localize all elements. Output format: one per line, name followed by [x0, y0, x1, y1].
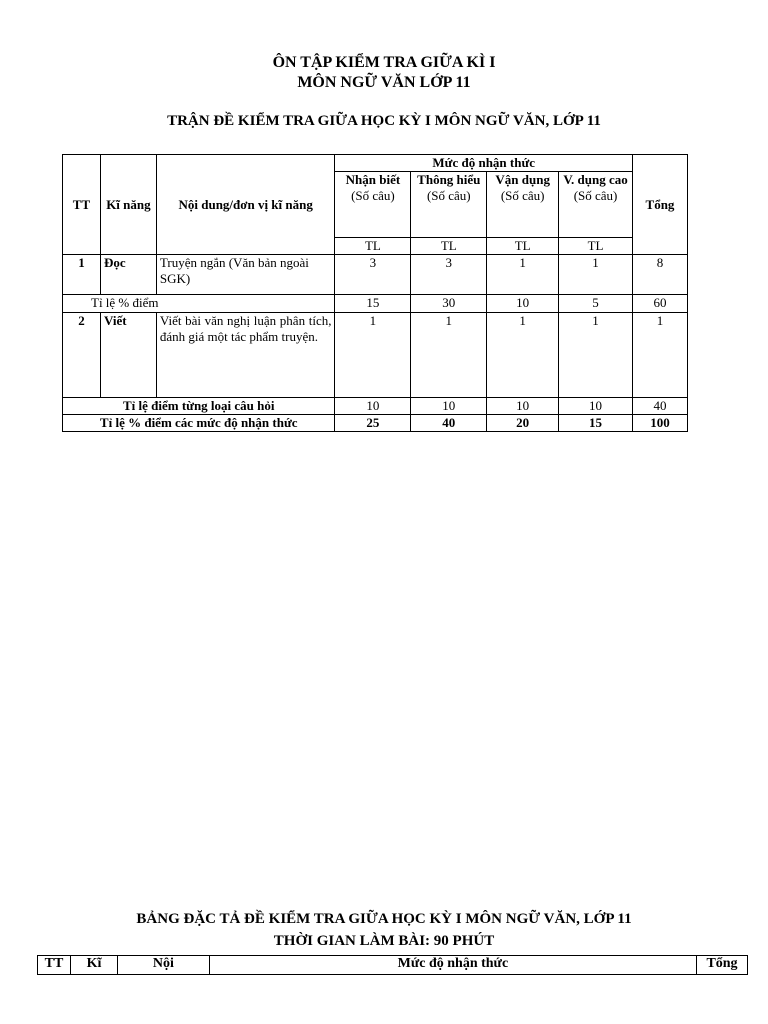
value-cell: 1	[559, 313, 633, 398]
total-cell: 40	[632, 398, 687, 415]
value-cell: 30	[411, 295, 487, 313]
table-row	[63, 295, 688, 313]
type-cell: TL	[411, 238, 487, 255]
level-name: Thông hiểu	[417, 172, 481, 187]
row-tt: 2	[63, 313, 101, 398]
level-sub: (Số câu)	[573, 188, 618, 203]
value-cell: 10	[335, 398, 411, 415]
header-total: Tổng	[632, 155, 687, 255]
value-cell: 10	[411, 398, 487, 415]
header-cognitive-level: Mức độ nhận thức	[335, 155, 633, 172]
header-tt: TT	[63, 155, 101, 255]
row-label: Tỉ lệ % điểm	[63, 295, 335, 313]
doc-title-line1: ÔN TẬP KIỂM TRA GIỮA KÌ I	[272, 54, 496, 71]
level-high-application	[559, 172, 633, 238]
value-cell: 20	[487, 415, 559, 432]
table-row	[63, 313, 688, 398]
spec-header-tt: TT	[38, 956, 71, 975]
level-name: Nhận biết	[345, 172, 401, 187]
level-name: Vận dụng	[495, 172, 550, 187]
level-sub: (Số câu)	[500, 188, 545, 203]
row-label: Tỉ lệ % điểm các mức độ nhận thức	[63, 415, 335, 432]
level-comprehension	[411, 172, 487, 238]
matrix-title: TRẬN ĐỀ KIỂM TRA GIỮA HỌC KỲ I MÔN NGỮ VĂN, LỚP 11	[167, 113, 601, 129]
value-cell: 1	[411, 313, 487, 398]
type-cell: TL	[335, 238, 411, 255]
row-label: Tỉ lệ điểm từng loại câu hỏi	[63, 398, 335, 415]
value-cell: 3	[335, 255, 411, 295]
row-content: Truyện ngắn (Văn bản ngoài SGK)	[156, 255, 335, 295]
spec-header-content: Nội	[117, 956, 209, 975]
value-cell: 10	[487, 398, 559, 415]
table-row	[63, 255, 688, 295]
value-cell: 10	[487, 295, 559, 313]
total-cell: 100	[632, 415, 687, 432]
exam-matrix-table	[62, 154, 688, 432]
row-content: Viết bài văn nghị luận phân tích, đánh giá một tác phẩm truyện.	[156, 313, 335, 398]
value-cell: 1	[487, 313, 559, 398]
spec-header-skill: Kĩ	[70, 956, 117, 975]
row-skill: Viết	[100, 313, 156, 398]
value-cell: 15	[335, 295, 411, 313]
spec-table	[37, 955, 748, 975]
value-cell: 1	[487, 255, 559, 295]
value-cell: 1	[335, 313, 411, 398]
level-application	[487, 172, 559, 238]
total-cell: 8	[632, 255, 687, 295]
total-cell: 1	[632, 313, 687, 398]
spec-header-total: Tổng	[697, 956, 748, 975]
spec-title: BẢNG ĐẶC TẢ ĐỀ KIỂM TRA GIỮA HỌC KỲ I MÔN NGỮ VĂN, LỚP 11	[136, 911, 632, 927]
value-cell: 40	[411, 415, 487, 432]
level-name: V. dụng cao	[563, 172, 628, 187]
header-skill: Kĩ năng	[100, 155, 156, 255]
spec-header-level: Mức độ nhận thức	[209, 956, 696, 975]
value-cell: 3	[411, 255, 487, 295]
level-recognition	[335, 172, 411, 238]
doc-title-line2: MÔN NGỮ VĂN LỚP 11	[297, 74, 471, 91]
total-cell: 60	[632, 295, 687, 313]
value-cell: 25	[335, 415, 411, 432]
row-tt: 1	[63, 255, 101, 295]
value-cell: 10	[559, 398, 633, 415]
table-row	[63, 398, 688, 415]
level-sub: (Số câu)	[351, 188, 395, 203]
type-cell: TL	[487, 238, 559, 255]
value-cell: 5	[559, 295, 633, 313]
header-content: Nội dung/đơn vị kĩ năng	[156, 155, 335, 255]
value-cell: 15	[559, 415, 633, 432]
value-cell: 1	[559, 255, 633, 295]
level-sub: (Số câu)	[426, 188, 471, 203]
table-row	[63, 415, 688, 432]
spec-duration: THỜI GIAN LÀM BÀI: 90 PHÚT	[273, 933, 495, 949]
row-skill: Đọc	[100, 255, 156, 295]
type-cell: TL	[559, 238, 633, 255]
